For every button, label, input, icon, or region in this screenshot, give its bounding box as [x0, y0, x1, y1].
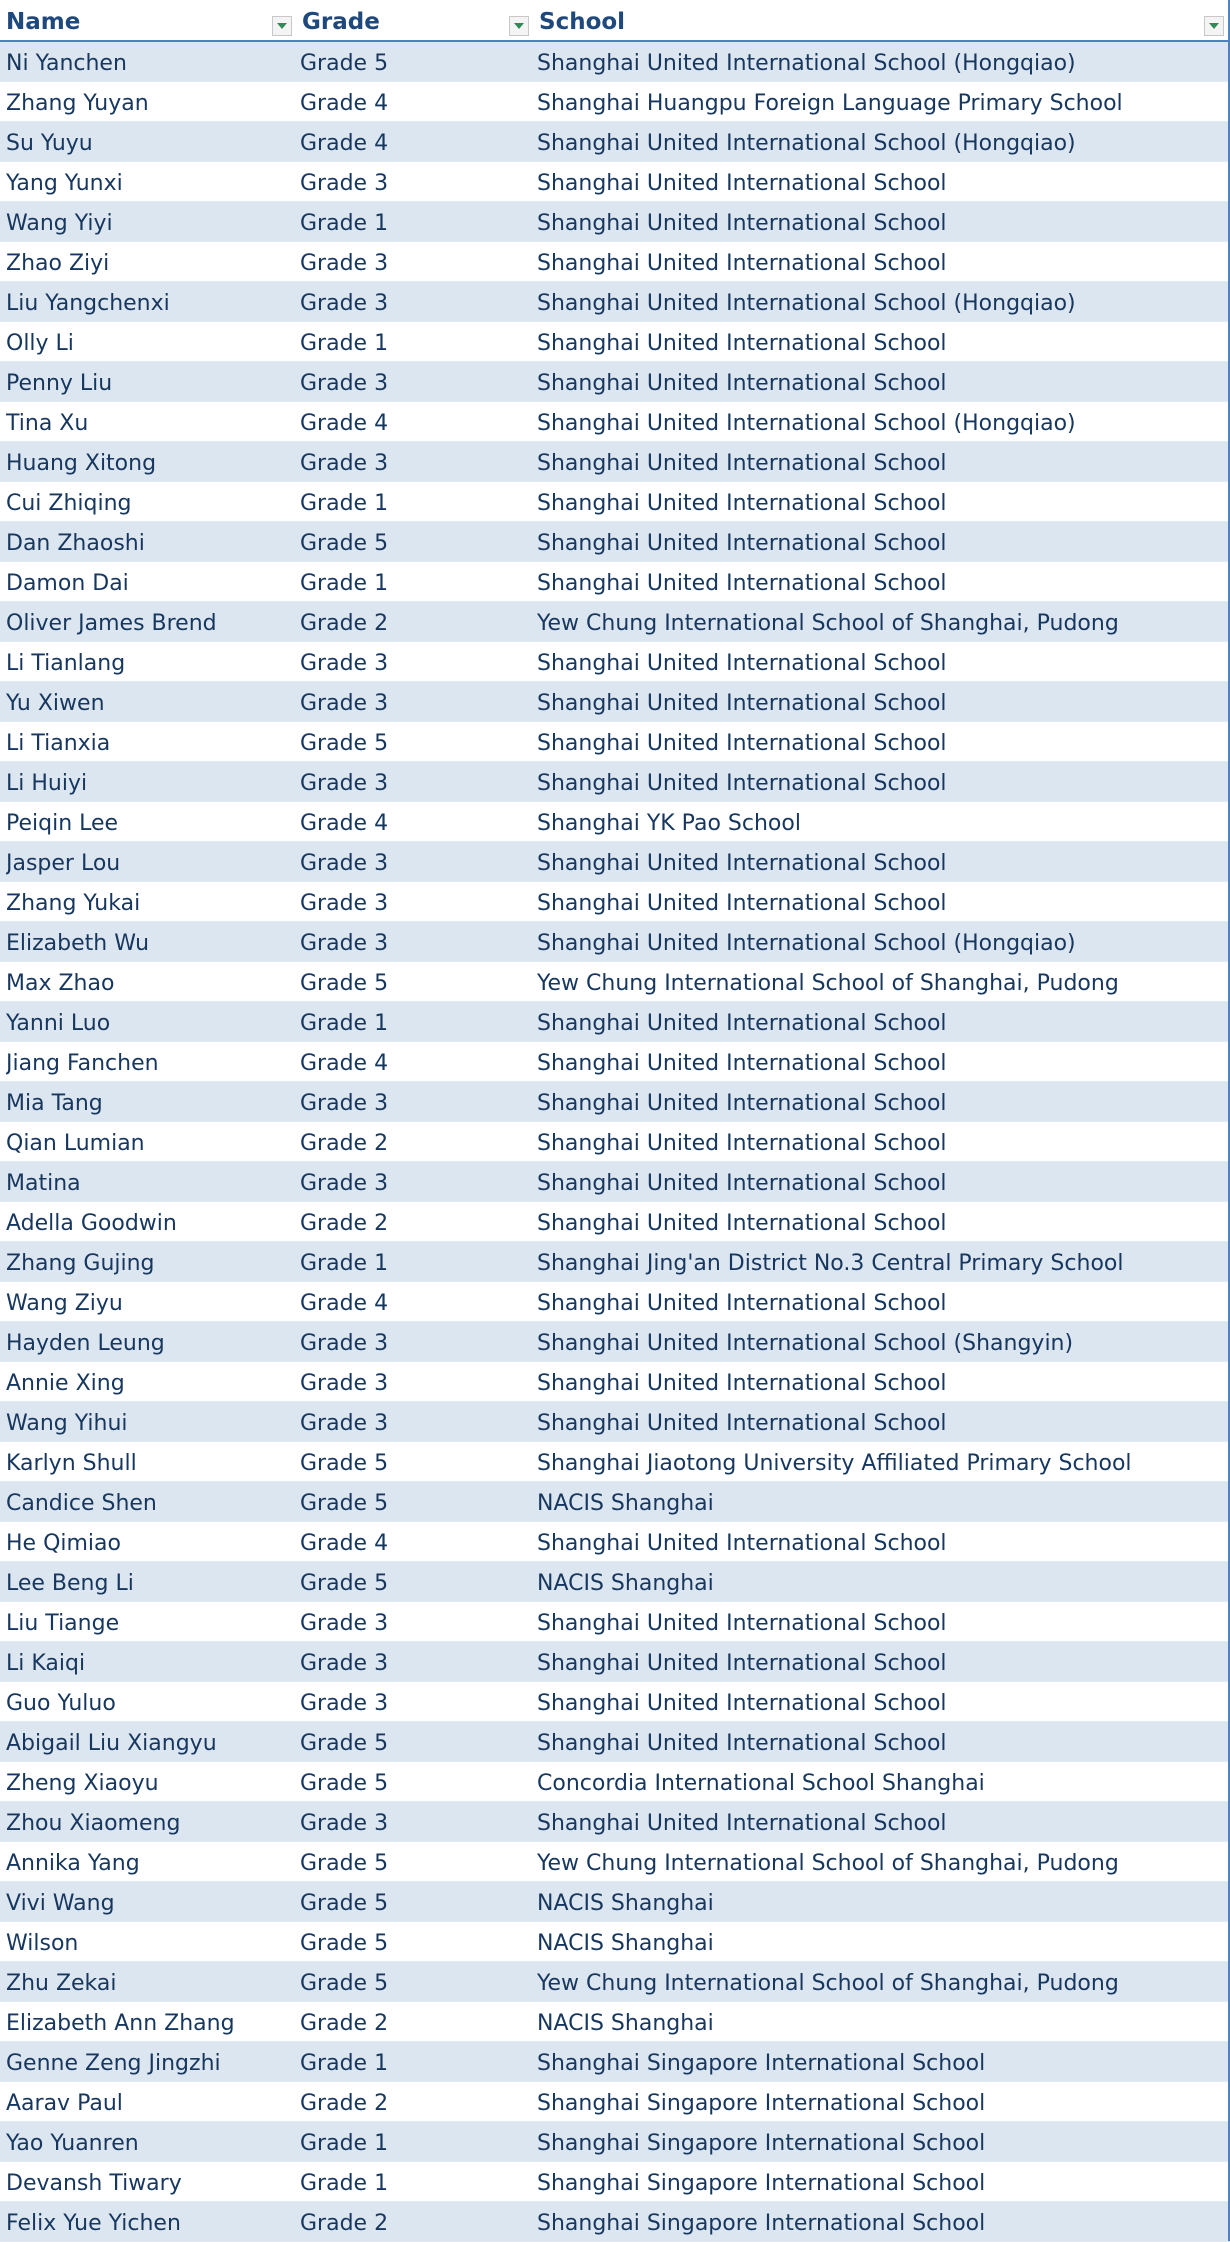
cell-school[interactable]: Shanghai United International School [537, 731, 947, 756]
cell-name[interactable]: Zheng Xiaoyu [6, 1771, 159, 1796]
cell-grade[interactable]: Grade 4 [300, 1051, 389, 1076]
cell-school[interactable]: Shanghai Singapore International School [537, 2171, 986, 2196]
cell-grade[interactable]: Grade 3 [300, 691, 389, 716]
cell-grade[interactable]: Grade 5 [300, 731, 389, 756]
cell-school[interactable]: Shanghai United International School [537, 531, 947, 556]
cell-grade[interactable]: Grade 3 [300, 931, 389, 956]
header-grade[interactable] [296, 0, 533, 40]
cell-name[interactable]: Su Yuyu [6, 131, 93, 156]
cell-school[interactable]: Shanghai United International School [537, 251, 947, 276]
cell-name[interactable]: Adella Goodwin [6, 1211, 177, 1236]
cell-grade[interactable]: Grade 4 [300, 91, 389, 116]
table-row[interactable] [0, 42, 1230, 82]
table-row[interactable] [0, 1202, 1230, 1242]
cell-school[interactable]: Shanghai United International School [537, 1291, 947, 1316]
cell-name[interactable]: Jiang Fanchen [6, 1051, 159, 1076]
cell-grade[interactable]: Grade 5 [300, 51, 389, 76]
cell-school[interactable]: Shanghai United International School [537, 1131, 947, 1156]
cell-school[interactable]: Shanghai Singapore International School [537, 2051, 986, 2076]
table-row[interactable] [0, 1682, 1230, 1722]
cell-school[interactable]: Shanghai Singapore International School [537, 2211, 986, 2236]
cell-grade[interactable]: Grade 1 [300, 491, 389, 516]
cell-grade[interactable]: Grade 1 [300, 1251, 389, 1276]
table-row[interactable] [0, 1802, 1230, 1842]
cell-grade[interactable]: Grade 3 [300, 1811, 389, 1836]
table-row[interactable] [0, 1522, 1230, 1562]
cell-grade[interactable]: Grade 3 [300, 891, 389, 916]
cell-grade[interactable]: Grade 2 [300, 1131, 389, 1156]
cell-name[interactable]: Yao Yuanren [6, 2131, 139, 2156]
cell-grade[interactable]: Grade 5 [300, 971, 389, 996]
cell-name[interactable]: Wang Yiyi [6, 211, 113, 236]
table-row[interactable] [0, 1962, 1230, 2002]
cell-name[interactable]: Abigail Liu Xiangyu [6, 1731, 217, 1756]
cell-name[interactable]: Damon Dai [6, 571, 129, 596]
cell-name[interactable]: Yu Xiwen [6, 691, 105, 716]
cell-grade[interactable]: Grade 3 [300, 1651, 389, 1676]
table-row[interactable] [0, 882, 1230, 922]
table-row[interactable] [0, 1842, 1230, 1882]
cell-grade[interactable]: Grade 4 [300, 1531, 389, 1556]
table-row[interactable] [0, 1042, 1230, 1082]
cell-grade[interactable]: Grade 5 [300, 1771, 389, 1796]
header-grade-label: Grade [302, 9, 380, 35]
table-row[interactable] [0, 1362, 1230, 1402]
table-row[interactable] [0, 1322, 1230, 1362]
table-row[interactable] [0, 962, 1230, 1002]
cell-grade[interactable]: Grade 5 [300, 1731, 389, 1756]
cell-grade[interactable]: Grade 5 [300, 1491, 389, 1516]
table-row[interactable] [0, 802, 1230, 842]
cell-grade[interactable]: Grade 3 [300, 1171, 389, 1196]
cell-school[interactable]: Shanghai United International School (Hongqiao) [537, 51, 1076, 76]
table-row[interactable] [0, 1402, 1230, 1442]
cell-name[interactable]: Li Huiyi [6, 771, 88, 796]
cell-grade[interactable]: Grade 5 [300, 1931, 389, 1956]
cell-name[interactable]: Li Tianxia [6, 731, 111, 756]
cell-school[interactable]: NACIS Shanghai [537, 2011, 714, 2036]
cell-school[interactable]: NACIS Shanghai [537, 1931, 714, 1956]
cell-school[interactable]: Shanghai United International School [537, 1691, 947, 1716]
cell-grade[interactable]: Grade 4 [300, 131, 389, 156]
table-row[interactable] [0, 1642, 1230, 1682]
table-row[interactable] [0, 362, 1230, 402]
cell-grade[interactable]: Grade 2 [300, 611, 389, 636]
cell-school[interactable]: Shanghai United International School (Hongqiao) [537, 931, 1076, 956]
table-row[interactable] [0, 122, 1230, 162]
cell-grade[interactable]: Grade 3 [300, 851, 389, 876]
cell-name[interactable]: Zhu Zekai [6, 1971, 117, 1996]
cell-school[interactable]: Shanghai United International School [537, 1651, 947, 1676]
table-row[interactable] [0, 82, 1230, 122]
table-row[interactable] [0, 1442, 1230, 1482]
cell-school[interactable]: Shanghai United International School [537, 1611, 947, 1636]
cell-school[interactable]: Shanghai United International School [537, 491, 947, 516]
cell-school[interactable]: Shanghai United International School [537, 1091, 947, 1116]
header-school-label: School [539, 9, 626, 35]
cell-school[interactable]: Shanghai United International School [537, 451, 947, 476]
cell-name[interactable]: Elizabeth Wu [6, 931, 150, 956]
cell-school[interactable]: Shanghai Jing'an District No.3 Central Primary School [537, 1251, 1124, 1276]
cell-name[interactable]: Wang Yihui [6, 1411, 128, 1436]
cell-school[interactable]: Shanghai United International School (Hongqiao) [537, 131, 1076, 156]
header-school[interactable] [533, 0, 1230, 40]
cell-school[interactable]: Shanghai United International School [537, 691, 947, 716]
cell-school[interactable]: Yew Chung International School of Shanghai, Pudong [537, 1971, 1119, 1996]
cell-grade[interactable]: Grade 5 [300, 1451, 389, 1476]
cell-name[interactable]: Max Zhao [6, 971, 115, 996]
cell-name[interactable]: Zhao Ziyi [6, 251, 110, 276]
cell-name[interactable]: Felix Yue Yichen [6, 2211, 181, 2236]
cell-name[interactable]: Huang Xitong [6, 451, 157, 476]
cell-grade[interactable]: Grade 3 [300, 771, 389, 796]
table-row[interactable] [0, 1482, 1230, 1522]
cell-school[interactable]: Shanghai United International School [537, 1411, 947, 1436]
cell-grade[interactable]: Grade 2 [300, 1211, 389, 1236]
cell-school[interactable]: Shanghai United International School (Hongqiao) [537, 411, 1076, 436]
cell-grade[interactable]: Grade 3 [300, 1411, 389, 1436]
table-row[interactable] [0, 722, 1230, 762]
cell-name[interactable]: He Qimiao [6, 1531, 121, 1556]
cell-name[interactable]: Liu Tiange [6, 1611, 120, 1636]
cell-name[interactable]: Elizabeth Ann Zhang [6, 2011, 235, 2036]
table-row[interactable] [0, 1562, 1230, 1602]
cell-grade[interactable]: Grade 5 [300, 531, 389, 556]
cell-name[interactable]: Yang Yunxi [6, 171, 123, 196]
cell-school[interactable]: Shanghai United International School [537, 891, 947, 916]
cell-school[interactable]: Shanghai Huangpu Foreign Language Primary School [537, 91, 1123, 116]
cell-name[interactable]: Zhang Gujing [6, 1251, 155, 1276]
cell-school[interactable]: Shanghai United International School [537, 1531, 947, 1556]
cell-name[interactable]: Peiqin Lee [6, 811, 119, 836]
cell-grade[interactable]: Grade 3 [300, 171, 389, 196]
cell-grade[interactable]: Grade 3 [300, 1611, 389, 1636]
cell-grade[interactable]: Grade 5 [300, 1571, 389, 1596]
cell-name[interactable]: Zhang Yuyan [6, 91, 149, 116]
table-row[interactable] [0, 442, 1230, 482]
cell-name[interactable]: Genne Zeng Jingzhi [6, 2051, 221, 2076]
cell-grade[interactable]: Grade 3 [300, 1331, 389, 1356]
cell-school[interactable]: Shanghai Singapore International School [537, 2091, 986, 2116]
cell-name[interactable]: Mia Tang [6, 1091, 103, 1116]
cell-name[interactable]: Annika Yang [6, 1851, 140, 1876]
cell-name[interactable]: Devansh Tiwary [6, 2171, 182, 2196]
cell-grade[interactable]: Grade 3 [300, 291, 389, 316]
cell-name[interactable]: Wilson [6, 1931, 79, 1956]
cell-grade[interactable]: Grade 3 [300, 1371, 389, 1396]
cell-school[interactable]: Shanghai United International School [537, 331, 947, 356]
table-row[interactable] [0, 602, 1230, 642]
cell-grade[interactable]: Grade 4 [300, 411, 389, 436]
cell-grade[interactable]: Grade 1 [300, 571, 389, 596]
cell-grade[interactable]: Grade 1 [300, 1011, 389, 1036]
cell-school[interactable]: NACIS Shanghai [537, 1891, 714, 1916]
cell-school[interactable]: Shanghai United International School (Shangyin) [537, 1331, 1074, 1356]
cell-name[interactable]: Tina Xu [6, 411, 89, 436]
cell-grade[interactable]: Grade 1 [300, 2051, 389, 2076]
table-row[interactable] [0, 562, 1230, 602]
cell-grade[interactable]: Grade 3 [300, 251, 389, 276]
table-row[interactable] [0, 1602, 1230, 1642]
cell-school[interactable]: Shanghai United International School [537, 851, 947, 876]
cell-school[interactable]: Shanghai United International School [537, 211, 947, 236]
cell-name[interactable]: Li Kaiqi [6, 1651, 86, 1676]
header-name-label: Name [6, 9, 81, 35]
cell-name[interactable]: Matina [6, 1171, 81, 1196]
table-row[interactable] [0, 842, 1230, 882]
cell-grade[interactable]: Grade 1 [300, 2171, 389, 2196]
cell-grade[interactable]: Grade 3 [300, 1091, 389, 1116]
cell-school[interactable]: Yew Chung International School of Shanghai, Pudong [537, 1851, 1119, 1876]
cell-name[interactable]: Zhang Yukai [6, 891, 141, 916]
cell-grade[interactable]: Grade 1 [300, 211, 389, 236]
table-row[interactable] [0, 2082, 1230, 2122]
cell-school[interactable]: Shanghai United International School [537, 1371, 947, 1396]
cell-school[interactable]: Shanghai United International School [537, 371, 947, 396]
header-name[interactable] [0, 0, 296, 40]
cell-name[interactable]: Aarav Paul [6, 2091, 123, 2116]
cell-name[interactable]: Li Tianlang [6, 651, 126, 676]
table-header-row [0, 0, 1230, 42]
table-row[interactable] [0, 2042, 1230, 2082]
cell-school[interactable]: Shanghai United International School [537, 1811, 947, 1836]
table-row[interactable] [0, 2202, 1230, 2242]
cell-name[interactable]: Penny Liu [6, 371, 113, 396]
cell-grade[interactable]: Grade 1 [300, 331, 389, 356]
cell-name[interactable]: Olly Li [6, 331, 74, 356]
cell-grade[interactable]: Grade 3 [300, 451, 389, 476]
table-row[interactable] [0, 682, 1230, 722]
cell-school[interactable]: Shanghai Jiaotong University Affiliated Primary School [537, 1451, 1132, 1476]
table-row[interactable] [0, 1002, 1230, 1042]
cell-school[interactable]: Shanghai Singapore International School [537, 2131, 986, 2156]
cell-grade[interactable]: Grade 2 [300, 2011, 389, 2036]
table-row[interactable] [0, 1242, 1230, 1282]
cell-school[interactable]: Shanghai United International School (Hongqiao) [537, 291, 1076, 316]
filter-dropdown-icon[interactable] [1204, 16, 1224, 36]
table-row[interactable] [0, 1282, 1230, 1322]
table-row[interactable] [0, 482, 1230, 522]
cell-school[interactable]: Shanghai United International School [537, 1171, 947, 1196]
cell-name[interactable]: Vivi Wang [6, 1891, 115, 1916]
cell-school[interactable]: Shanghai United International School [537, 171, 947, 196]
cell-name[interactable]: Zhou Xiaomeng [6, 1811, 181, 1836]
table-row[interactable] [0, 1922, 1230, 1962]
cell-school[interactable]: Shanghai United International School [537, 771, 947, 796]
cell-name[interactable]: Yanni Luo [6, 1011, 111, 1036]
table-row[interactable] [0, 402, 1230, 442]
cell-school[interactable]: Yew Chung International School of Shanghai, Pudong [537, 971, 1119, 996]
table-row[interactable] [0, 922, 1230, 962]
table-row[interactable] [0, 762, 1230, 802]
cell-name[interactable]: Dan Zhaoshi [6, 531, 145, 556]
cell-grade[interactable]: Grade 5 [300, 1971, 389, 1996]
cell-name[interactable]: Karlyn Shull [6, 1451, 137, 1476]
table-row[interactable] [0, 1122, 1230, 1162]
table-row[interactable] [0, 282, 1230, 322]
cell-school[interactable]: Shanghai United International School [537, 651, 947, 676]
cell-grade[interactable]: Grade 3 [300, 651, 389, 676]
table-row[interactable] [0, 2122, 1230, 2162]
table-row[interactable] [0, 1722, 1230, 1762]
cell-school[interactable]: Concordia International School Shanghai [537, 1771, 985, 1796]
cell-grade[interactable]: Grade 2 [300, 2211, 389, 2236]
filter-dropdown-icon[interactable] [509, 16, 529, 36]
cell-grade[interactable]: Grade 2 [300, 2091, 389, 2116]
table-row[interactable] [0, 2002, 1230, 2042]
table-row[interactable] [0, 242, 1230, 282]
table-row[interactable] [0, 1082, 1230, 1122]
cell-name[interactable]: Guo Yuluo [6, 1691, 116, 1716]
cell-name[interactable]: Cui Zhiqing [6, 491, 132, 516]
table-row[interactable] [0, 202, 1230, 242]
cell-grade[interactable]: Grade 3 [300, 371, 389, 396]
cell-school[interactable]: Yew Chung International School of Shanghai, Pudong [537, 611, 1119, 636]
cell-name[interactable]: Liu Yangchenxi [6, 291, 170, 316]
table-row[interactable] [0, 522, 1230, 562]
cell-school[interactable]: NACIS Shanghai [537, 1571, 714, 1596]
cell-school[interactable]: NACIS Shanghai [537, 1491, 714, 1516]
cell-school[interactable]: Shanghai United International School [537, 1051, 947, 1076]
cell-grade[interactable]: Grade 5 [300, 1851, 389, 1876]
cell-name[interactable]: Lee Beng Li [6, 1571, 134, 1596]
cell-name[interactable]: Hayden Leung [6, 1331, 165, 1356]
table-row[interactable] [0, 1162, 1230, 1202]
cell-name[interactable]: Jasper Lou [6, 851, 121, 876]
table-body [0, 42, 1230, 2242]
cell-grade[interactable]: Grade 3 [300, 1691, 389, 1716]
cell-grade[interactable]: Grade 4 [300, 811, 389, 836]
cell-school[interactable]: Shanghai United International School [537, 1011, 947, 1036]
filter-dropdown-icon[interactable] [272, 16, 292, 36]
cell-name[interactable]: Qian Lumian [6, 1131, 145, 1156]
cell-name[interactable]: Annie Xing [6, 1371, 125, 1396]
table-row[interactable] [0, 162, 1230, 202]
table-row[interactable] [0, 1882, 1230, 1922]
table-row[interactable] [0, 642, 1230, 682]
table-row[interactable] [0, 1762, 1230, 1802]
cell-school[interactable]: Shanghai United International School [537, 1731, 947, 1756]
cell-name[interactable]: Wang Ziyu [6, 1291, 123, 1316]
cell-school[interactable]: Shanghai YK Pao School [537, 811, 801, 836]
cell-name[interactable]: Oliver James Brend [6, 611, 217, 636]
cell-grade[interactable]: Grade 5 [300, 1891, 389, 1916]
cell-name[interactable]: Ni Yanchen [6, 51, 127, 76]
table-row[interactable] [0, 2162, 1230, 2202]
cell-school[interactable]: Shanghai United International School [537, 1211, 947, 1236]
cell-grade[interactable]: Grade 1 [300, 2131, 389, 2156]
cell-grade[interactable]: Grade 4 [300, 1291, 389, 1316]
cell-name[interactable]: Candice Shen [6, 1491, 157, 1516]
table-row[interactable] [0, 322, 1230, 362]
cell-school[interactable]: Shanghai United International School [537, 571, 947, 596]
